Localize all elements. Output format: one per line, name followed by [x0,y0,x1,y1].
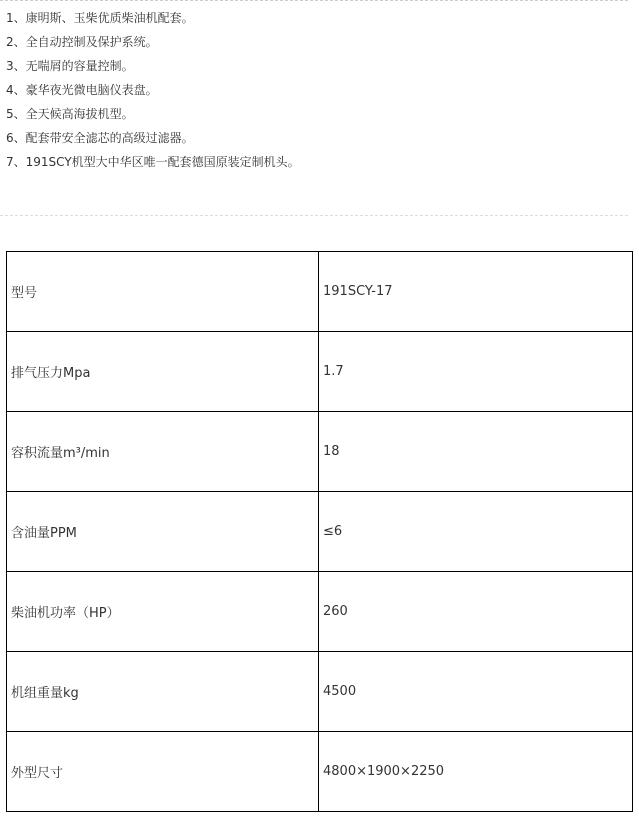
param-name-cell: 机组重量kg [7,652,319,732]
table-row [7,572,633,652]
feature-item: 2、全自动控制及保护系统。 [6,35,158,49]
feature-item: 6、配套带安全滤芯的高级过滤器。 [6,131,194,145]
section-divider [0,215,628,216]
param-value-cell: 1.7 [319,332,633,412]
param-value-cell: 260 [319,572,633,652]
param-value-cell: ≤6 [319,492,633,572]
param-value-cell: 4800×1900×2250 [319,732,633,812]
table-row [7,332,633,412]
param-name-cell: 排气压力Mpa [7,332,319,412]
param-name-cell: 型号 [7,252,319,332]
feature-item: 4、豪华夜光微电脑仪表盘。 [6,83,158,97]
param-name-cell: 柴油机功率（HP） [7,572,319,652]
feature-item: 3、无喘屑的容量控制。 [6,59,134,73]
table-row [7,252,633,332]
param-value-cell: 18 [319,412,633,492]
table-row [7,652,633,732]
feature-item: 1、康明斯、玉柴优质柴油机配套。 [6,11,194,25]
spec-table [6,251,633,812]
param-name-cell: 外型尺寸 [7,732,319,812]
feature-item: 5、全天候高海拔机型。 [6,107,134,121]
top-divider [0,0,628,1]
param-name-cell: 含油量PPM [7,492,319,572]
param-name-cell: 容积流量m³/min [7,412,319,492]
feature-list [6,8,300,176]
feature-item: 7、191SCY机型大中华区唯一配套德国原装定制机头。 [6,155,300,169]
table-row [7,412,633,492]
table-row [7,492,633,572]
param-value-cell: 191SCY-17 [319,252,633,332]
param-value-cell: 4500 [319,652,633,732]
table-row [7,732,633,812]
